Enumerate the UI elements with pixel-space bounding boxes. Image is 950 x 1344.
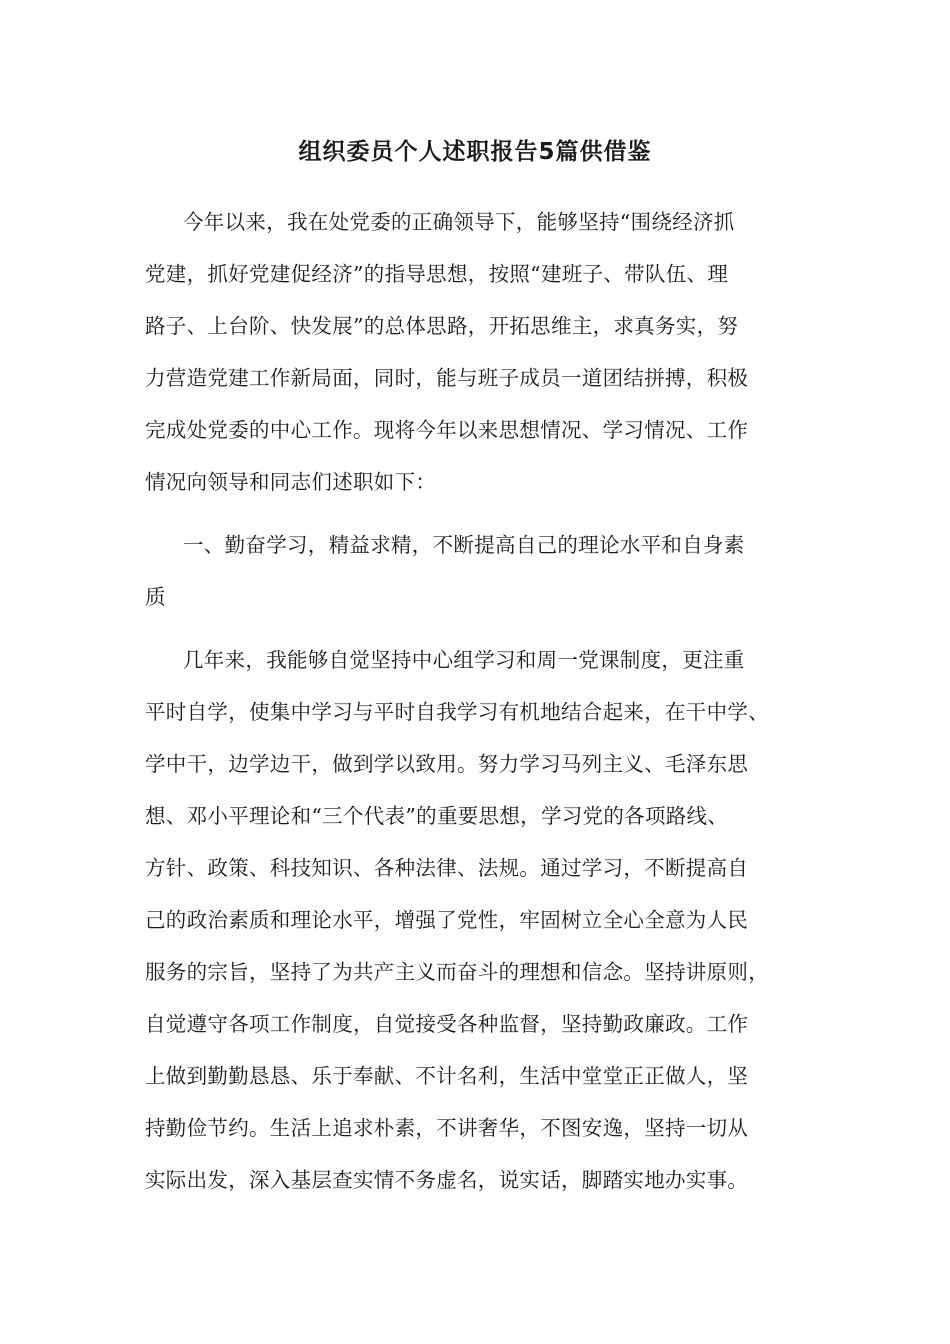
section-heading-line: 一、勤奋学习，精益求精，不断提高自己的理论水平和自身素 [183, 533, 745, 557]
paragraph-line: 实际出发，深入基层查实情不务虚名，说实话，脚踏实地办实事。 [145, 1168, 749, 1192]
paragraph-line: 学中干，边学边干，做到学以致用。努力学习马列主义、毛泽东思 [145, 752, 749, 776]
section-heading-line: 质 [145, 585, 166, 609]
paragraph-line: 完成处党委的中心工作。现将今年以来思想情况、学习情况、工作 [145, 418, 749, 442]
paragraph-line: 党建，抓好党建促经济”的指导思想，按照“建班子、带队伍、理 [145, 262, 729, 286]
paragraph-line: 今年以来，我在处党委的正确领导下，能够坚持“围绕经济抓 [183, 210, 735, 234]
paragraph-line: 平时自学，使集中学习与平时自我学习有机地结合起来，在干中学、 [145, 700, 769, 724]
paragraph-line: 方针、政策、科技知识、各种法律、法规。通过学习，不断提高自 [145, 856, 749, 880]
paragraph-line: 情况向领导和同志们述职如下： [145, 470, 437, 494]
paragraph-line: 己的政治素质和理论水平，增强了党性，牢固树立全心全意为人民 [145, 908, 749, 932]
paragraph-line: 想、邓小平理论和“三个代表”的重要思想，学习党的各项路线、 [145, 804, 729, 828]
paragraph-study [145, 634, 805, 1206]
paragraph-line: 力营造党建工作新局面，同时，能与班子成员一道团结拼搏，积极 [145, 366, 749, 390]
paragraph-intro [145, 196, 805, 508]
paragraph-line: 上做到勤勤恳恳、乐于奉献、不计名利，生活中堂堂正正做人，坚 [145, 1064, 749, 1088]
paragraph-line: 服务的宗旨，坚持了为共产主义而奋斗的理想和信念。坚持讲原则， [145, 960, 769, 984]
paragraph-line: 路子、上台阶、快发展”的总体思路，开拓思维主，求真务实，努 [145, 314, 739, 338]
paragraph-line: 几年来，我能够自觉坚持中心组学习和周一党课制度，更注重 [183, 648, 745, 672]
paragraph-line: 持勤俭节约。生活上追求朴素，不讲奢华，不图安逸，坚持一切从 [145, 1116, 749, 1140]
paragraph-line: 自觉遵守各项工作制度，自觉接受各种监督，坚持勤政廉政。工作 [145, 1012, 749, 1036]
document-title: 组织委员个人述职报告5篇供借鉴 [298, 139, 652, 165]
section-heading-1 [145, 519, 805, 623]
